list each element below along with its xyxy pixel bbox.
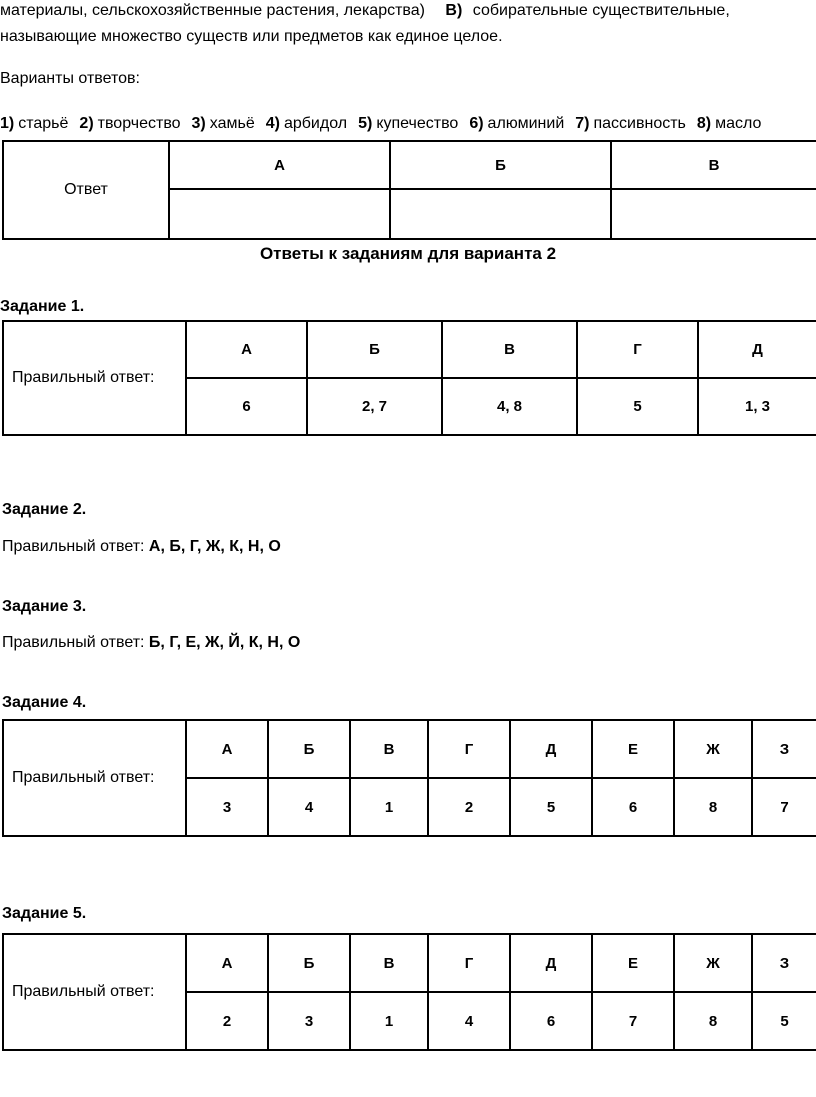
task5-value: 7 bbox=[592, 992, 674, 1050]
variant-option bbox=[358, 115, 458, 132]
answer-cell-v[interactable] bbox=[611, 189, 816, 239]
answer-cell-a[interactable] bbox=[169, 189, 390, 239]
task1-value: 2, 7 bbox=[307, 378, 442, 435]
task4-value: 1 bbox=[350, 778, 428, 836]
task4-value: 2 bbox=[428, 778, 510, 836]
task5-label: Правильный ответ: bbox=[3, 934, 186, 1050]
task5-header: В bbox=[350, 934, 428, 992]
task5-header: З bbox=[752, 934, 816, 992]
task5-header: Ж bbox=[674, 934, 752, 992]
task5-title: Задание 5. bbox=[2, 905, 87, 922]
variant-option-number: 8) bbox=[696, 115, 712, 132]
task5-header: Г bbox=[428, 934, 510, 992]
task1-header: Г bbox=[577, 321, 698, 378]
variant-option bbox=[79, 115, 180, 132]
task4-table bbox=[2, 719, 816, 837]
task4-header: В bbox=[350, 720, 428, 778]
task1-value: 6 bbox=[186, 378, 307, 435]
variant-option bbox=[697, 115, 762, 132]
task4-header: Б bbox=[268, 720, 350, 778]
task2-title: Задание 2. bbox=[2, 501, 87, 518]
task1-title: Задание 1. bbox=[0, 298, 85, 315]
task5-value: 5 bbox=[752, 992, 816, 1050]
intro-line-1-text: материалы, сельскохозяйственные растения, лекарства) bbox=[0, 2, 425, 19]
variant-option-number: 7) bbox=[575, 115, 590, 132]
answer-header-v: В bbox=[611, 141, 816, 189]
task1-header: Б bbox=[307, 321, 442, 378]
task1-value: 1, 3 bbox=[698, 378, 816, 435]
task4-value: 5 bbox=[510, 778, 592, 836]
task1-label: Правильный ответ: bbox=[3, 321, 186, 435]
task3-title: Задание 3. bbox=[2, 598, 87, 615]
intro-line-1 bbox=[0, 2, 730, 20]
task1-value: 5 bbox=[577, 378, 698, 435]
task4-value: 7 bbox=[752, 778, 816, 836]
task4-header: Г bbox=[428, 720, 510, 778]
variant-option-word: пассивность bbox=[593, 115, 686, 132]
variant-option-number: 5) bbox=[358, 115, 373, 132]
task2-answer: А, Б, Г, Ж, К, Н, О bbox=[148, 538, 281, 555]
intro-b-text: собирательные существительные, bbox=[472, 2, 730, 19]
task4-value: 8 bbox=[674, 778, 752, 836]
task1-header: Д bbox=[698, 321, 816, 378]
variant-option-number: 6) bbox=[469, 115, 484, 132]
variant-option bbox=[266, 115, 347, 132]
task4-value: 4 bbox=[268, 778, 350, 836]
answers-title: Ответы к заданиям для варианта 2 bbox=[259, 244, 557, 263]
variant-option-word: творчество bbox=[97, 115, 181, 132]
variant-option-number: 4) bbox=[265, 115, 280, 132]
intro-line-2: называющие множество существ или предметов как единое целое. bbox=[0, 28, 503, 45]
task4-label: Правильный ответ: bbox=[3, 720, 186, 836]
task5-header: А bbox=[186, 934, 268, 992]
task5-value: 3 bbox=[268, 992, 350, 1050]
task1-header: В bbox=[442, 321, 577, 378]
task4-header: Е bbox=[592, 720, 674, 778]
variant-option-number: 1) bbox=[0, 115, 15, 132]
task4-title: Задание 4. bbox=[2, 694, 87, 711]
task4-value: 3 bbox=[186, 778, 268, 836]
task4-header: А bbox=[186, 720, 268, 778]
variants-options bbox=[0, 115, 761, 133]
task5-header: Е bbox=[592, 934, 674, 992]
task5-value: 8 bbox=[674, 992, 752, 1050]
task5-table bbox=[2, 933, 816, 1051]
task1-header: А bbox=[186, 321, 307, 378]
variant-option-word: арбидол bbox=[283, 115, 348, 132]
variant-option-word: алюминий bbox=[487, 115, 565, 132]
task5-header: Д bbox=[510, 934, 592, 992]
task3-label: Правильный ответ: bbox=[2, 634, 145, 651]
variant-option-number: 2) bbox=[79, 115, 94, 132]
intro-b-label: В) bbox=[445, 2, 463, 19]
variant-option-word: старьё bbox=[18, 115, 69, 132]
variant-option bbox=[192, 115, 255, 132]
task1-value: 4, 8 bbox=[442, 378, 577, 435]
variant-option bbox=[0, 115, 68, 132]
answer-cell-b[interactable] bbox=[390, 189, 611, 239]
variant-option bbox=[469, 115, 564, 132]
task5-value: 6 bbox=[510, 992, 592, 1050]
task2-label: Правильный ответ: bbox=[2, 538, 145, 555]
task5-value: 4 bbox=[428, 992, 510, 1050]
task4-header: З bbox=[752, 720, 816, 778]
variant-option bbox=[575, 115, 686, 132]
answer-table bbox=[2, 140, 816, 240]
variant-option-number: 3) bbox=[191, 115, 206, 132]
variants-title: Варианты ответов: bbox=[0, 70, 140, 87]
answer-header-a: А bbox=[169, 141, 390, 189]
task5-header: Б bbox=[268, 934, 350, 992]
task5-value: 1 bbox=[350, 992, 428, 1050]
answer-header-b: Б bbox=[390, 141, 611, 189]
task5-value: 2 bbox=[186, 992, 268, 1050]
task3-answer: Б, Г, Е, Ж, Й, К, Н, О bbox=[148, 634, 301, 651]
task4-header: Д bbox=[510, 720, 592, 778]
task2-answer-line bbox=[2, 538, 281, 556]
task4-value: 6 bbox=[592, 778, 674, 836]
answer-table-label: Ответ bbox=[3, 141, 169, 239]
task1-table bbox=[2, 320, 816, 436]
task4-header: Ж bbox=[674, 720, 752, 778]
variant-option-word: хамьё bbox=[209, 115, 255, 132]
task3-answer-line bbox=[2, 634, 300, 652]
variant-option-word: купечество bbox=[376, 115, 459, 132]
variant-option-word: масло bbox=[715, 115, 762, 132]
